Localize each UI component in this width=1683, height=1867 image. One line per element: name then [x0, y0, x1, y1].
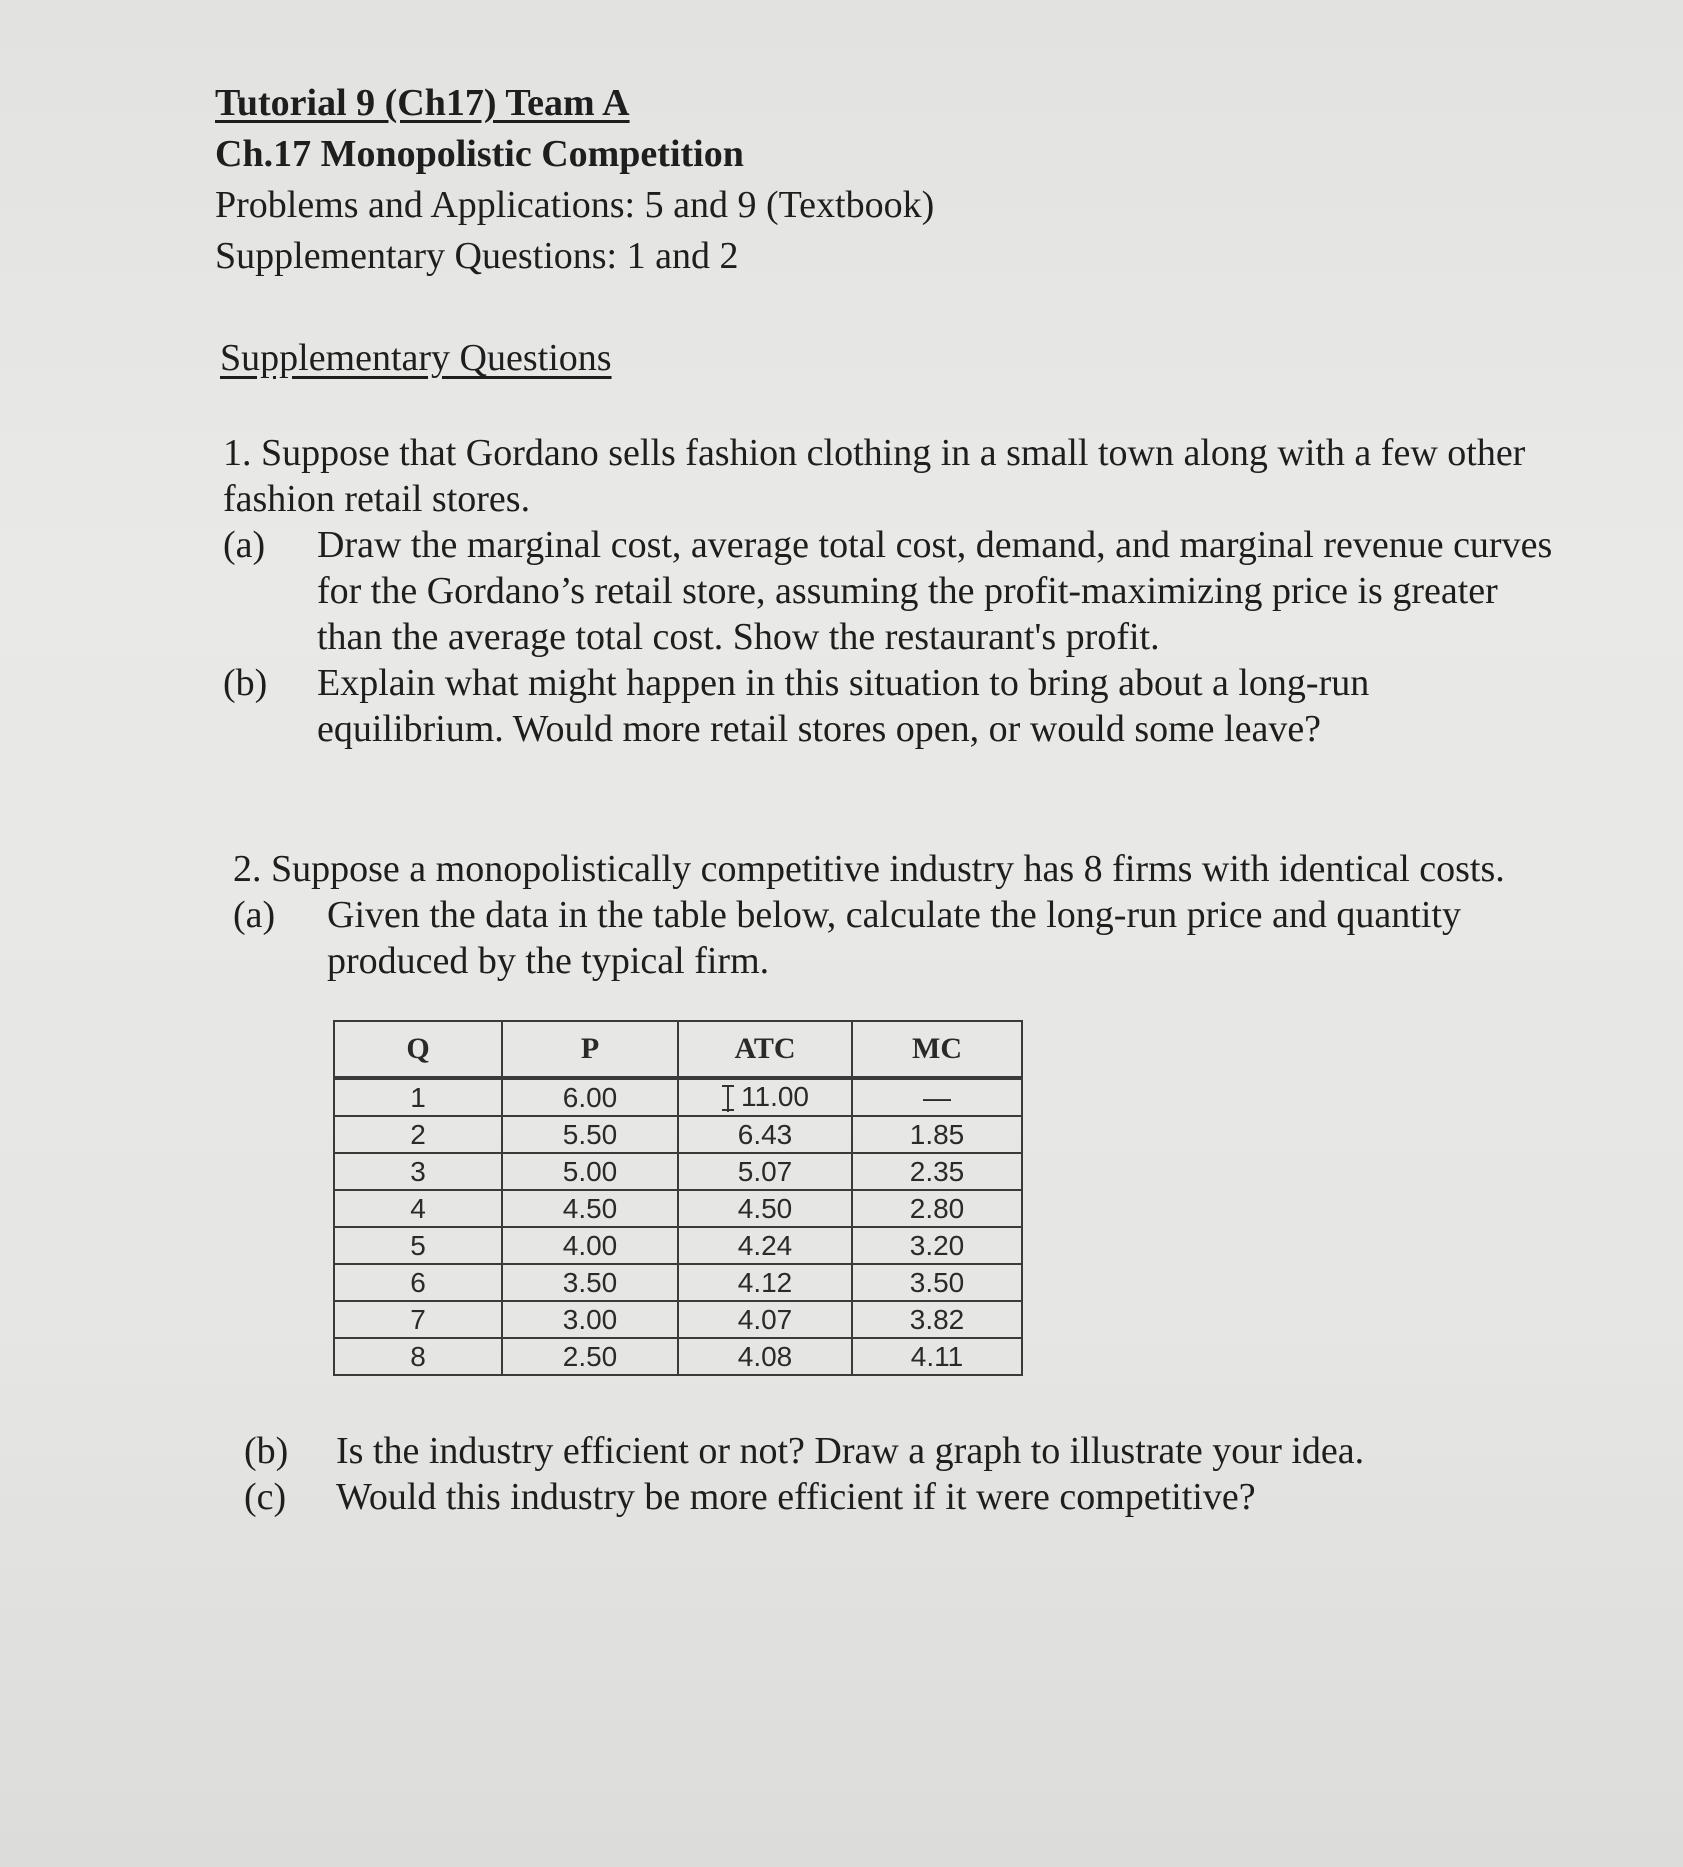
table-row — [334, 1338, 1022, 1375]
cell-q: 2 — [334, 1116, 502, 1153]
question-1-stem: 1. Suppose that Gordano sells fashion clothing in a small town along with a few other fashion retail stores. — [223, 432, 1526, 520]
cost-table-wrapper — [333, 1020, 1023, 1376]
cell-atc: 4.07 — [678, 1301, 852, 1338]
problems-line: Problems and Applications: 5 and 9 (Textbook) — [215, 184, 935, 226]
header-p: P — [502, 1021, 678, 1078]
cell-atc: 6.43 — [678, 1116, 852, 1153]
supplementary-line: Supplementary Questions: 1 and 2 — [215, 235, 739, 277]
cell-p: 3.00 — [502, 1301, 678, 1338]
cell-p: 6.00 — [502, 1078, 678, 1116]
table-row — [334, 1078, 1022, 1116]
table-row — [334, 1190, 1022, 1227]
question-1a-label: (a) — [223, 524, 266, 566]
question-1b — [223, 660, 1563, 752]
cell-atc: 5.07 — [678, 1153, 852, 1190]
question-2c-label: (c) — [244, 1476, 287, 1518]
header-atc: ATC — [678, 1021, 852, 1078]
cell-q: 4 — [334, 1190, 502, 1227]
cell-p: 5.00 — [502, 1153, 678, 1190]
cell-atc: 11.00 — [741, 1081, 809, 1113]
table-row — [334, 1153, 1022, 1190]
cell-mc: 1.85 — [852, 1116, 1022, 1153]
question-2a-label: (a) — [233, 894, 276, 936]
cell-p: 5.50 — [502, 1116, 678, 1153]
text-cursor-icon — [721, 1084, 735, 1114]
question-1a-text: Draw the marginal cost, average total cost, demand, and marginal revenue curves for the Gordano’s retail store, assuming the profit-maximizing price is greater than the average total cost. Show the restaurant's profit. — [317, 524, 1553, 658]
cell-q: 3 — [334, 1153, 502, 1190]
cell-q: 7 — [334, 1301, 502, 1338]
cell-q: 1 — [334, 1078, 502, 1116]
cell-q: 8 — [334, 1338, 502, 1375]
question-2b-text: Is the industry efficient or not? Draw a graph to illustrate your idea. — [336, 1430, 1365, 1472]
cell-p: 3.50 — [502, 1264, 678, 1301]
cell-atc: 4.50 — [678, 1190, 852, 1227]
header-mc: MC — [852, 1021, 1022, 1078]
question-2c-text: Would this industry be more efficient if it were competitive? — [336, 1476, 1256, 1518]
header-block — [215, 78, 934, 282]
cell-mc: 3.50 — [852, 1264, 1022, 1301]
question-2b — [244, 1428, 1584, 1474]
question-2a-text: Given the data in the table below, calculate the long-run price and quantity produced by the typical firm. — [327, 894, 1461, 982]
table-row — [334, 1264, 1022, 1301]
cell-mc: 2.80 — [852, 1190, 1022, 1227]
cell-atc: 4.12 — [678, 1264, 852, 1301]
cell-p: 4.50 — [502, 1190, 678, 1227]
cell-atc: 4.08 — [678, 1338, 852, 1375]
cell-q: 6 — [334, 1264, 502, 1301]
question-1b-text: Explain what might happen in this situation to bring about a long-run equilibrium. Would more retail stores open, or would some leave? — [317, 662, 1370, 750]
cell-p: 4.00 — [502, 1227, 678, 1264]
question-1a — [223, 522, 1563, 660]
question-2-stem: 2. Suppose a monopolistically competitive industry has 8 firms with identical costs. — [233, 848, 1505, 890]
chapter-title: Ch.17 Monopolistic Competition — [215, 133, 744, 175]
cost-table — [333, 1020, 1023, 1376]
header-q: Q — [334, 1021, 502, 1078]
question-1b-label: (b) — [223, 662, 268, 704]
question-2 — [233, 846, 1573, 984]
cell-q: 5 — [334, 1227, 502, 1264]
cell-mc: 4.11 — [852, 1338, 1022, 1375]
question-2c — [244, 1474, 1584, 1520]
cell-mc: 2.35 — [852, 1153, 1022, 1190]
table-row — [334, 1227, 1022, 1264]
tutorial-title: Tutorial 9 (Ch17) Team A — [215, 82, 630, 124]
cell-mc: — — [852, 1078, 1022, 1116]
question-1 — [223, 430, 1563, 752]
question-2b-label: (b) — [244, 1430, 289, 1472]
table-row — [334, 1301, 1022, 1338]
cell-p: 2.50 — [502, 1338, 678, 1375]
table-row — [334, 1116, 1022, 1153]
question-2a — [233, 892, 1573, 984]
table-header-row — [334, 1021, 1022, 1078]
cell-mc: 3.82 — [852, 1301, 1022, 1338]
cell-mc: 3.20 — [852, 1227, 1022, 1264]
section-heading: Supplementary Questions — [220, 337, 612, 379]
question-2-continued — [244, 1428, 1584, 1520]
cell-atc-with-cursor — [678, 1078, 852, 1116]
cell-atc: 4.24 — [678, 1227, 852, 1264]
